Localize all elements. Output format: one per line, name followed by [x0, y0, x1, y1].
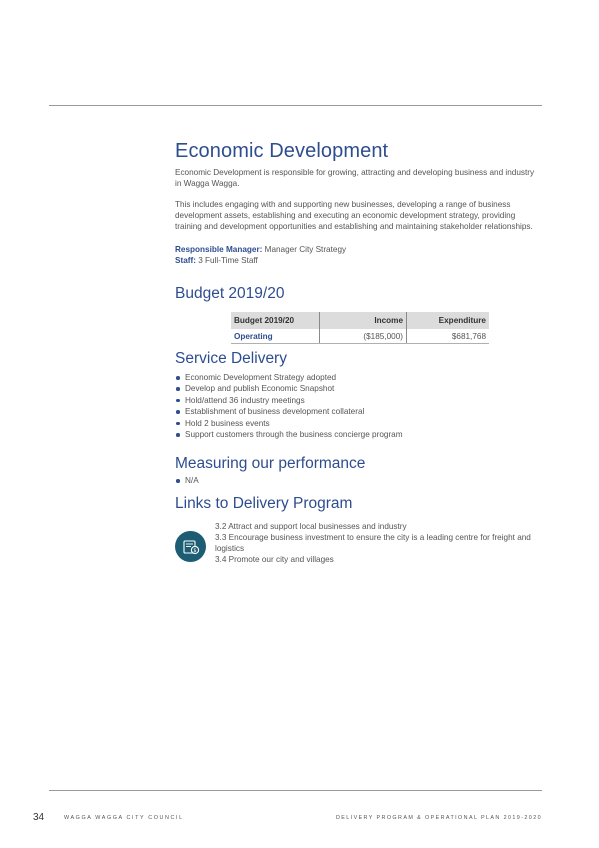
main-content — [175, 140, 535, 564]
list-item: Hold 2 business events — [175, 418, 535, 429]
intro-paragraph-2: This includes engaging with and supporting new businesses, developing a range of business development assets, establishing and executing an economic development strategy, providing training and development opportunities and establishing and maintaining stakeholder relationships. — [175, 200, 533, 232]
budget-row-expenditure: $681,768 — [407, 329, 490, 344]
responsible-manager-line — [175, 244, 346, 255]
bottom-rule — [49, 790, 542, 791]
list-item: Establishment of business development collateral — [175, 406, 535, 417]
measuring-performance-heading: Measuring our performance — [175, 455, 366, 472]
page-title: Economic Development — [175, 140, 389, 162]
business-growth-icon — [175, 531, 206, 562]
table-row — [231, 329, 489, 344]
list-item: 3.3 Encourage business investment to ensure the city is a leading centre for freight and logistics — [215, 533, 531, 553]
responsible-manager-value: Manager City Strategy — [262, 245, 347, 254]
list-item: 3.4 Promote our city and villages — [215, 554, 334, 564]
svg-text:$: $ — [193, 548, 197, 554]
list-item: Support customers through the business concierge program — [175, 429, 535, 440]
responsible-block — [175, 244, 346, 266]
service-delivery-list — [175, 372, 535, 440]
list-item: Economic Development Strategy adopted — [175, 372, 535, 383]
budget-row-label: Operating — [231, 329, 320, 344]
footer-document-title: DELIVERY PROGRAM & OPERATIONAL PLAN 2019-2020 — [335, 815, 542, 821]
budget-row-income: ($185,000) — [320, 329, 407, 344]
links-heading: Links to Delivery Program — [175, 495, 353, 512]
expenditure-col-header: Expenditure — [407, 312, 490, 329]
staff-line — [175, 255, 346, 266]
budget-col-header: Budget 2019/20 — [231, 312, 320, 329]
budget-table — [231, 312, 489, 344]
footer-organisation: WAGGA WAGGA CITY COUNCIL — [64, 815, 184, 821]
list-item: N/A — [175, 475, 199, 486]
intro-paragraph-1: Economic Development is responsible for growing, attracting and developing business and industry in Wagga Wagga. — [175, 168, 535, 189]
staff-value: 3 Full-Time Staff — [195, 256, 258, 265]
service-delivery-heading: Service Delivery — [175, 350, 287, 367]
budget-heading: Budget 2019/20 — [175, 285, 285, 302]
links-list — [215, 522, 535, 566]
measuring-performance-list — [175, 475, 199, 486]
responsible-manager-label: Responsible Manager: — [175, 245, 263, 254]
staff-label: Staff: — [175, 256, 196, 265]
top-rule — [49, 105, 542, 106]
income-col-header: Income — [320, 312, 407, 329]
list-item: Develop and publish Economic Snapshot — [175, 383, 535, 394]
page-number: 34 — [33, 812, 45, 823]
list-item: 3.2 Attract and support local businesses and industry — [215, 522, 407, 531]
budget-table-header — [231, 312, 489, 329]
list-item: Hold/attend 36 industry meetings — [175, 395, 535, 406]
